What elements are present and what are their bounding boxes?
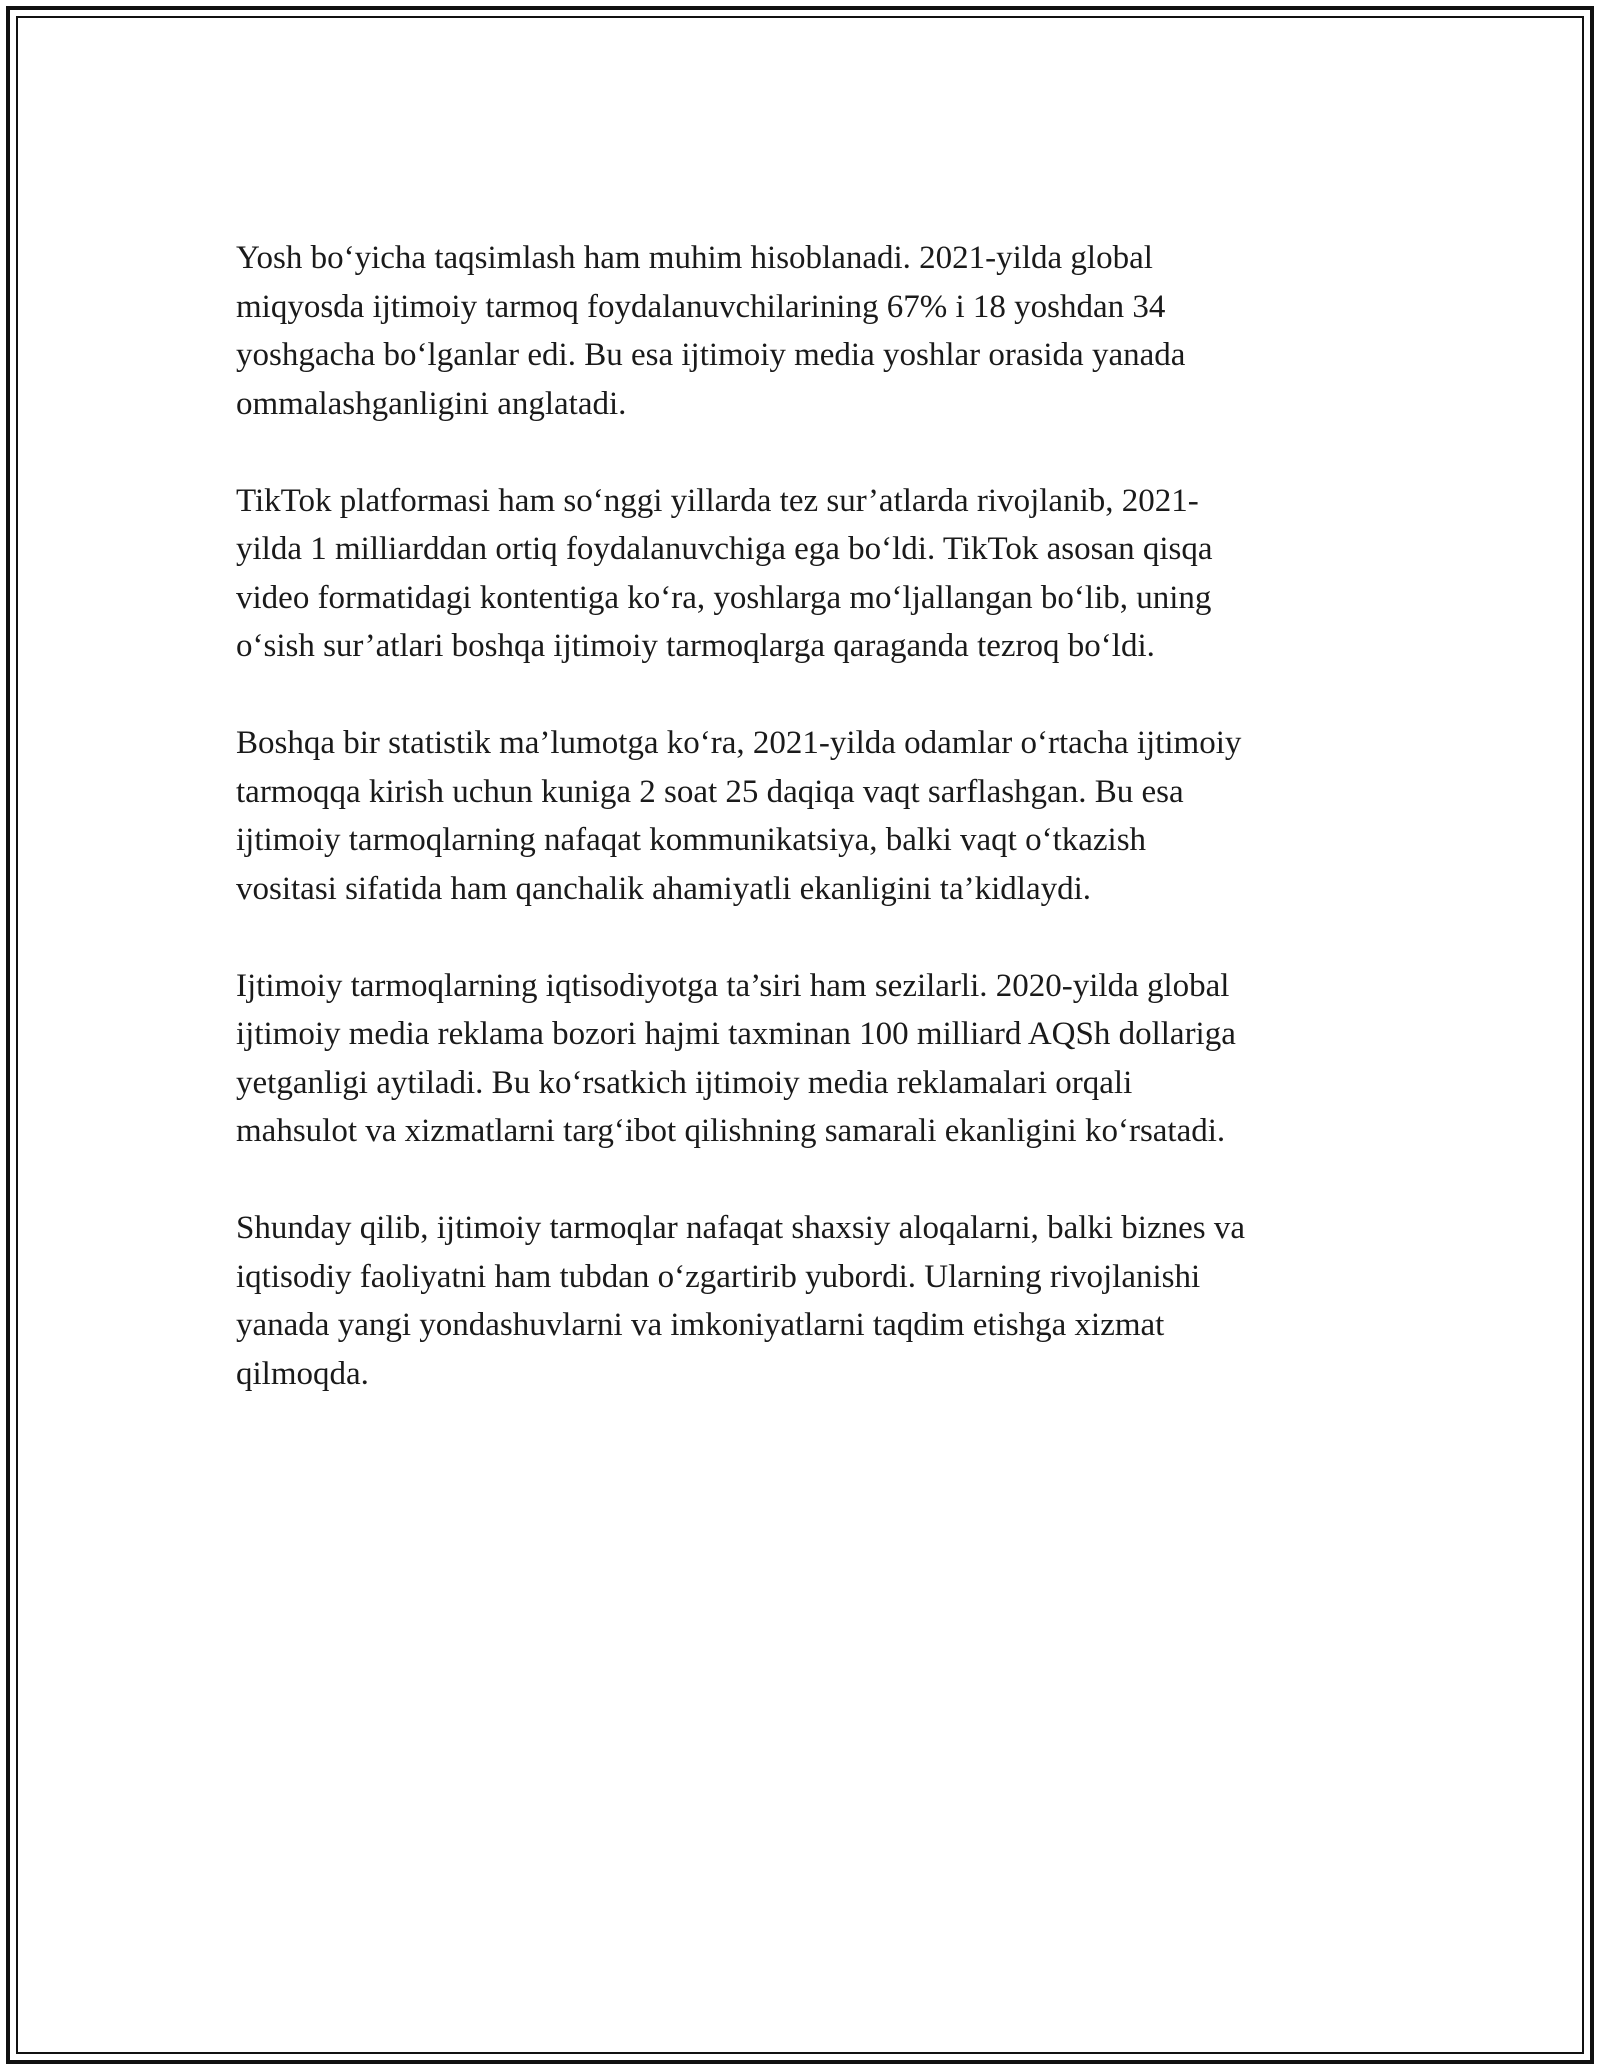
paragraph-age-distribution xyxy=(236,234,1376,428)
text-line: ommalashganligini anglatadi. xyxy=(236,385,627,422)
text-line: yanada yangi yondashuvlarni va imkoniyatlarni taqdim etishga xizmat xyxy=(236,1307,1165,1343)
text-line: yilda 1 milliarddan ortiq foydalanuvchiga ega bo‘ldi. TikTok asosan qisqa xyxy=(236,531,1213,567)
text-line: yoshgacha bo‘lganlar edi. Bu esa ijtimoiy media yoshlar orasida yanada xyxy=(236,337,1186,373)
text-line: mahsulot va xizmatlarni targ‘ibot qilishning samarali ekanligini ko‘rsatadi. xyxy=(236,1113,1226,1149)
text-line: ijtimoiy media reklama bozori hajmi taxminan 100 milliard AQSh dollariga xyxy=(236,1016,1236,1052)
text-line: TikTok platformasi ham so‘nggi yillarda tez sur’atlarda rivojlanib, 2021- xyxy=(236,482,1199,519)
text-line: Yosh bo‘yicha taqsimlash ham muhim hisoblanadi. 2021-yilda global xyxy=(236,240,1153,276)
paragraph-tiktok xyxy=(236,477,1376,671)
text-line: iqtisodiy faoliyatni ham tubdan o‘zgartirib yubordi. Ularning rivojlanishi xyxy=(236,1258,1201,1295)
paragraph-conclusion xyxy=(236,1204,1376,1398)
text-line: vositasi sifatida ham qanchalik ahamiyatli ekanligini ta’kidlaydi. xyxy=(236,870,1092,907)
paragraph-daily-usage xyxy=(236,719,1376,913)
paragraph-economic-impact xyxy=(236,962,1376,1156)
text-line: miqyosda ijtimoiy tarmoq foydalanuvchilarining 67% i 18 yoshdan 34 xyxy=(236,288,1166,325)
text-line: tarmoqqa kirish uchun kuniga 2 soat 25 daqiqa vaqt sarflashgan. Bu esa xyxy=(236,773,1184,810)
text-line: o‘sish sur’atlari boshqa ijtimoiy tarmoqlarga qaraganda tezroq bo‘ldi. xyxy=(236,628,1155,664)
text-line: Shunday qilib, ijtimoiy tarmoqlar nafaqat shaxsiy aloqalarni, balki biznes va xyxy=(236,1210,1246,1246)
text-line: qilmoqda. xyxy=(236,1355,369,1392)
text-line: yetganligi aytiladi. Bu ko‘rsatkich ijtimoiy media reklamalari orqali xyxy=(236,1064,1133,1101)
document-body xyxy=(236,234,1376,1447)
text-line: Ijtimoiy tarmoqlarning iqtisodiyotga ta’siri ham sezilarli. 2020-yilda global xyxy=(236,967,1230,1004)
text-line: video formatidagi kontentiga ko‘ra, yoshlarga mo‘ljallangan bo‘lib, uning xyxy=(236,579,1212,616)
text-line: ijtimoiy tarmoqlarning nafaqat kommunikatsiya, balki vaqt o‘tkazish xyxy=(236,822,1147,858)
text-line: Boshqa bir statistik ma’lumotga ko‘ra, 2021-yilda odamlar o‘rtacha ijtimoiy xyxy=(236,725,1242,761)
